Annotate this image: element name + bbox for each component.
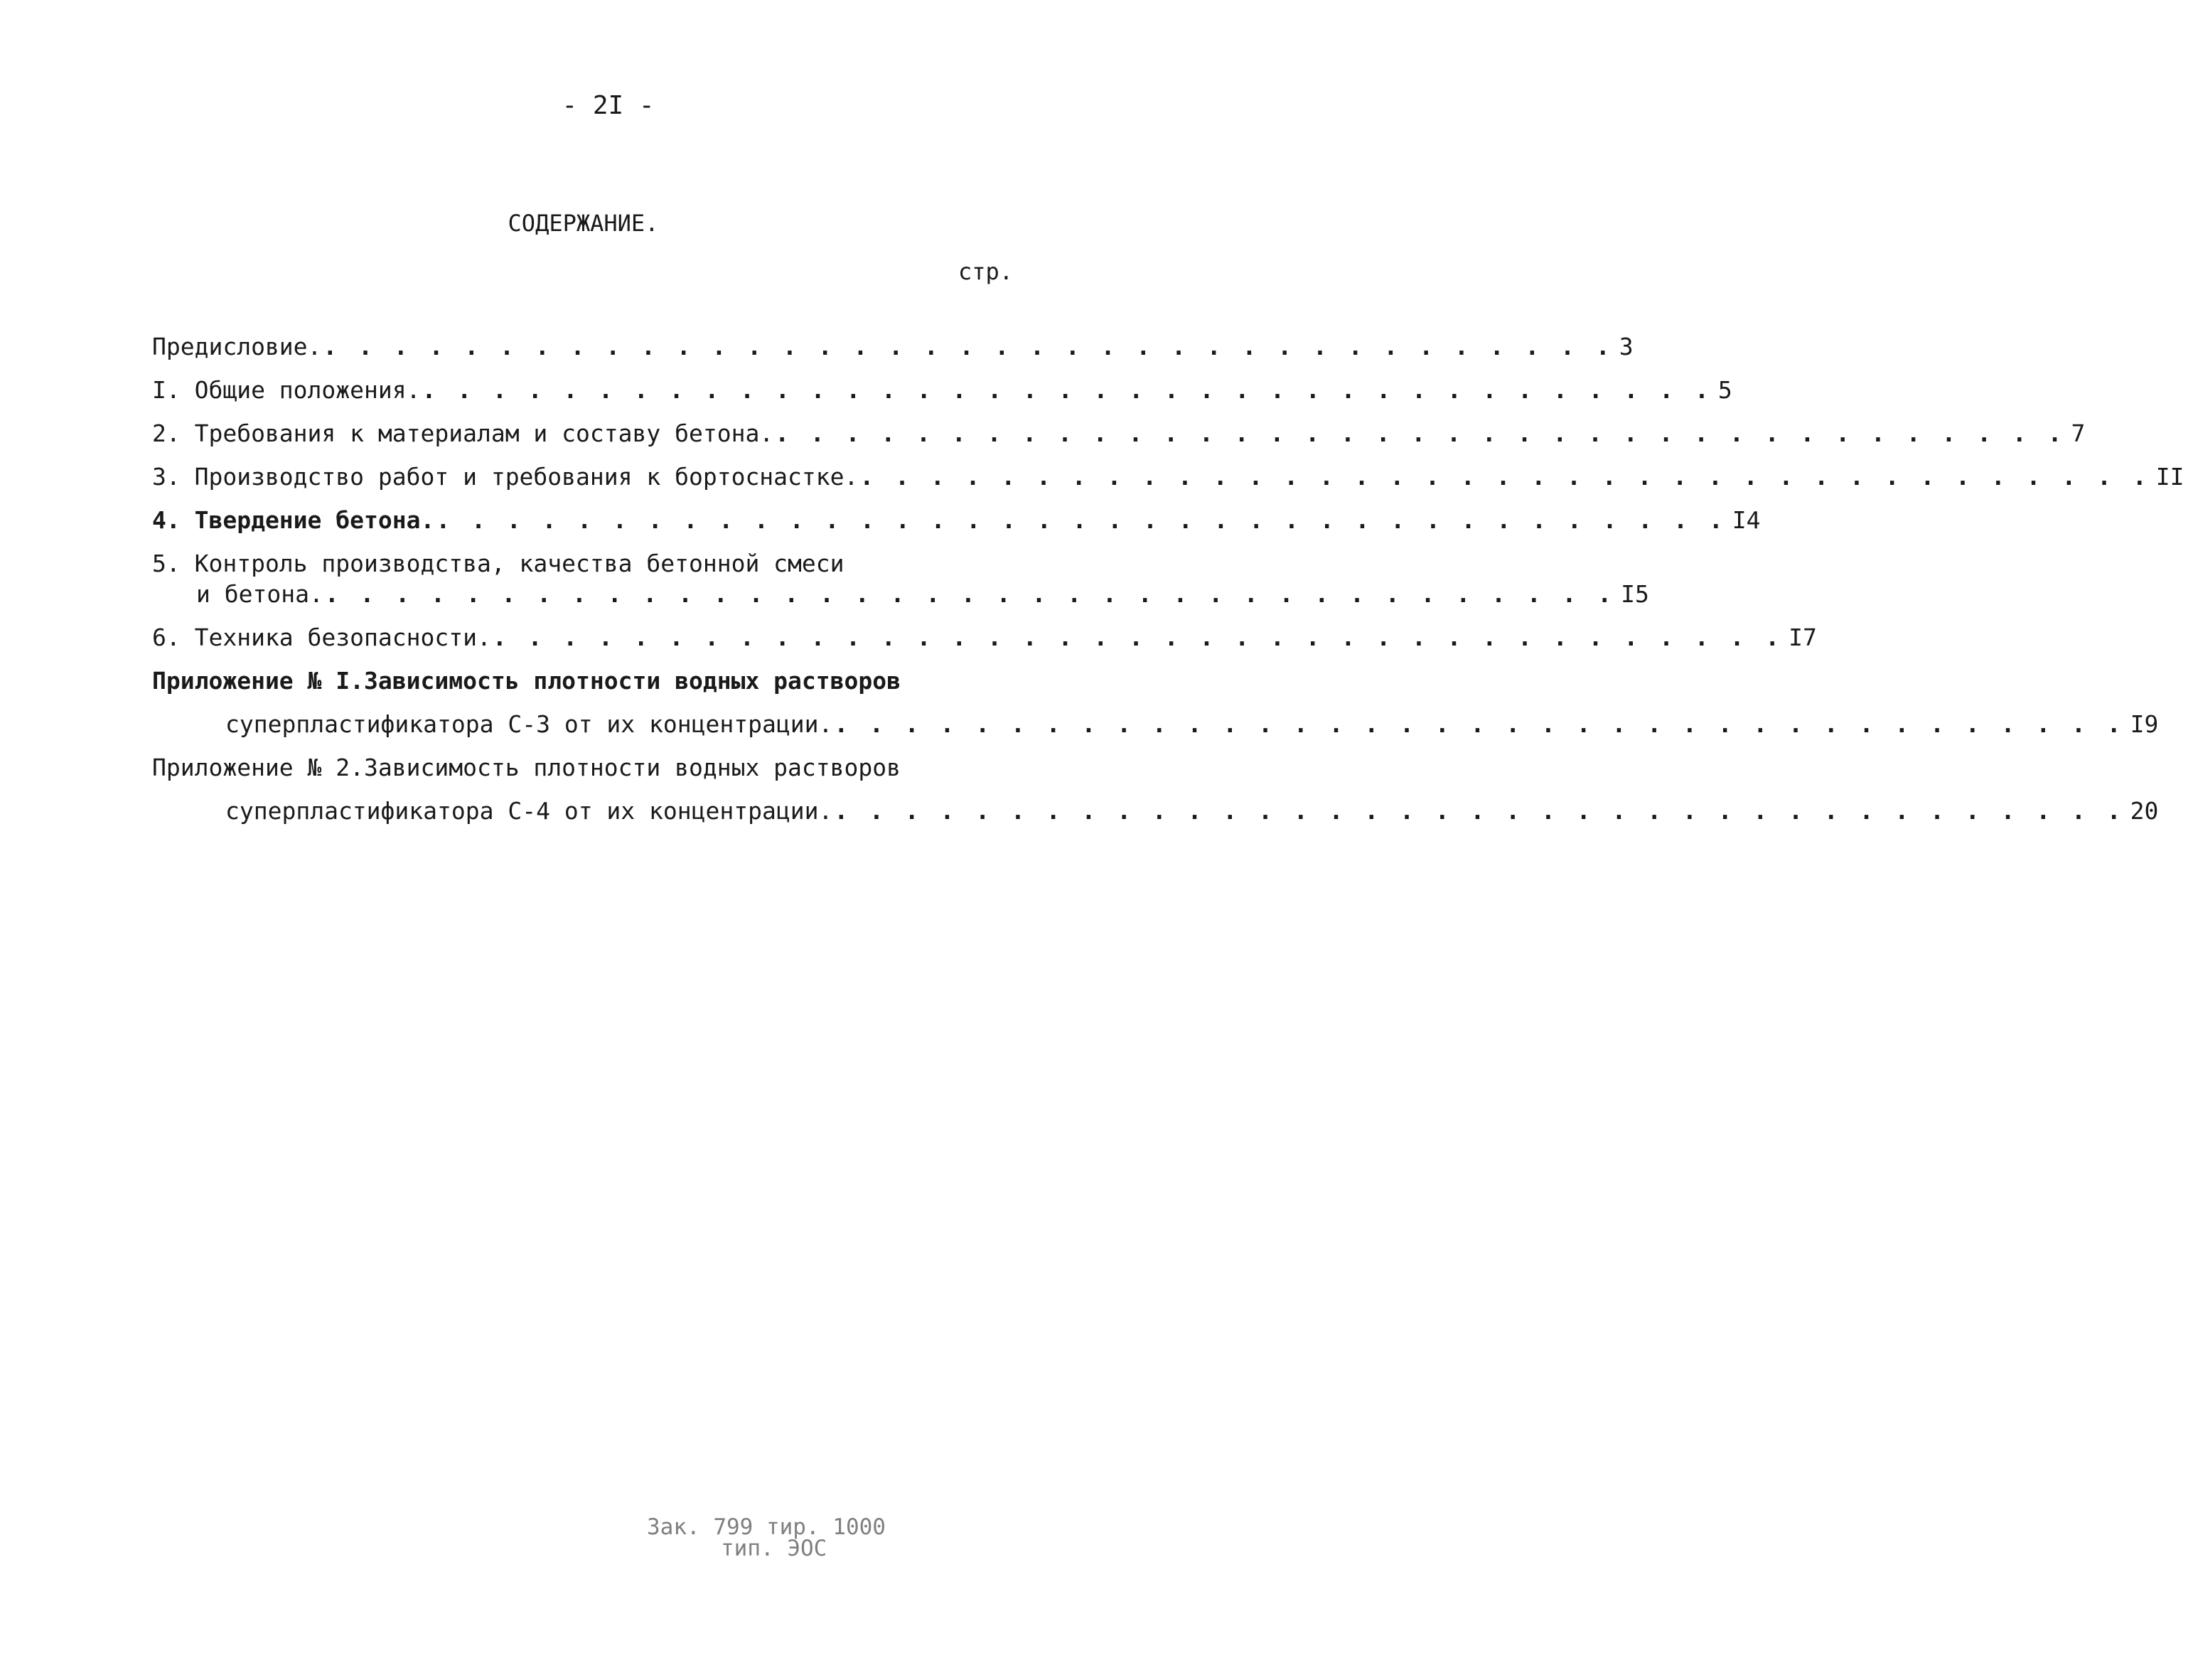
toc-entry-section-3[interactable] <box>152 463 2184 491</box>
toc-entry-title-line2: и бетона. <box>196 580 323 608</box>
toc-entry-title: 4. Твердение бетона. <box>152 506 435 534</box>
toc-leader-dots: . . . . . . . . . . . . . . . . . . . . . . . . . . . . . . . . . . . . . <box>859 463 2150 491</box>
toc-entry-section-6[interactable] <box>152 624 1817 651</box>
toc-entry-page: I4 <box>1732 506 1761 534</box>
page-column-label: стр. <box>958 258 1014 285</box>
toc-leader-dots: . . . . . . . . . . . . . . . . . . . . . . . . . . . . . . . . . . . . . <box>324 580 1616 608</box>
toc-entry-page: I9 <box>2130 710 2159 738</box>
toc-entry-title: 6. Техника безопасности. <box>152 624 491 651</box>
toc-entry-title: 3. Производство работ и требования к бортоснастке. <box>152 463 859 491</box>
imprint-order-line: Зак. 799 тир. 1000 <box>647 1514 886 1540</box>
toc-entry-title-line2: суперпластификатора С-4 от их концентрации. <box>225 797 833 825</box>
toc-entry-appendix-1[interactable] <box>152 667 2159 738</box>
toc-entry-page: 5 <box>1717 376 1732 404</box>
imprint-printer-line: тип. ЭОС <box>721 1536 827 1561</box>
toc-entry-section-5[interactable] <box>152 550 1649 608</box>
toc-title: СОДЕРЖАНИЕ. <box>508 210 659 237</box>
toc-entry-title-line1: 5. Контроль производства, качества бетонной смеси <box>152 550 845 577</box>
toc-leader-dots: . . . . . . . . . . . . . . . . . . . . . . . . . . . . . . . . . . . . . <box>834 797 2125 825</box>
toc-entry-preface[interactable] <box>152 333 1634 360</box>
toc-entry-section-2[interactable] <box>152 419 2086 447</box>
toc-entry-page: II <box>2155 463 2184 491</box>
toc-entry-title-line1: Приложение № I.Зависимость плотности водных растворов <box>152 667 901 695</box>
toc-entry-title: 2. Требования к материалам и составу бетона. <box>152 419 774 447</box>
toc-entry-appendix-2[interactable] <box>152 754 2159 825</box>
table-of-contents <box>152 333 2184 825</box>
toc-entry-title-line2: суперпластификатора С-3 от их концентрации. <box>225 710 833 738</box>
toc-leader-dots: . . . . . . . . . . . . . . . . . . . . . . . . . . . . . . . . . . . . . <box>323 333 1614 360</box>
toc-entry-page: I7 <box>1789 624 1817 651</box>
toc-entry-page: I5 <box>1621 580 1649 608</box>
toc-entry-title: I. Общие положения. <box>152 376 421 404</box>
toc-entry-title-line1: Приложение № 2.Зависимость плотности водных растворов <box>152 754 901 781</box>
toc-leader-dots: . . . . . . . . . . . . . . . . . . . . . . . . . . . . . . . . . . . . . <box>775 419 2066 447</box>
page-number: - 2I - <box>562 91 655 120</box>
toc-entry-page: 20 <box>2130 797 2159 825</box>
toc-entry-page: 7 <box>2071 419 2086 447</box>
toc-leader-dots: . . . . . . . . . . . . . . . . . . . . . . . . . . . . . . . . . . . . . <box>422 376 1712 404</box>
toc-leader-dots: . . . . . . . . . . . . . . . . . . . . . . . . . . . . . . . . . . . . . <box>834 710 2125 738</box>
toc-entry-section-1[interactable] <box>152 376 1732 404</box>
toc-leader-dots: . . . . . . . . . . . . . . . . . . . . . . . . . . . . . . . . . . . . . <box>492 624 1784 651</box>
toc-entry-section-4[interactable] <box>152 506 1761 534</box>
toc-leader-dots: . . . . . . . . . . . . . . . . . . . . . . . . . . . . . . . . . . . . . <box>436 506 1727 534</box>
toc-entry-title: Предисловие. <box>152 333 322 360</box>
printing-imprint <box>647 1516 917 1559</box>
toc-entry-page: 3 <box>1619 333 1634 360</box>
